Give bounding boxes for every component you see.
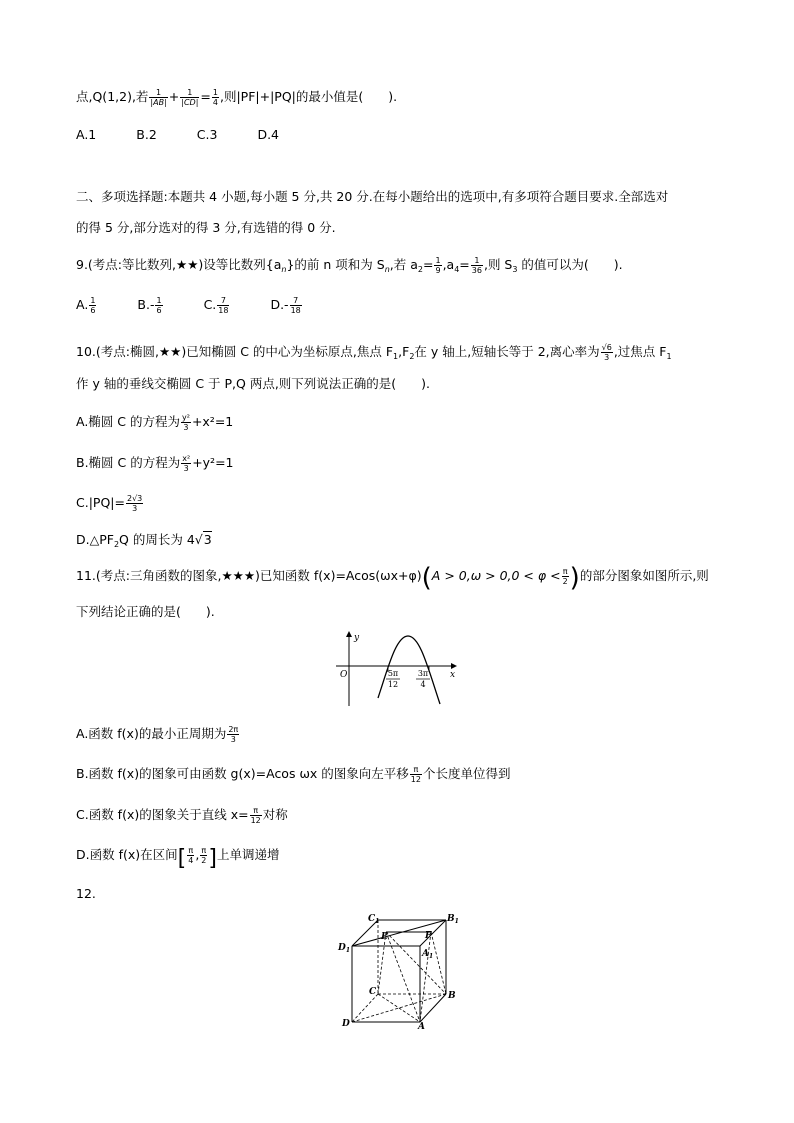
label-a: A — [418, 1022, 425, 1030]
q8-option-a[interactable]: A.1 — [76, 127, 97, 142]
tick-5pi-12-den: 12 — [387, 680, 399, 689]
y-axis-label: y — [354, 633, 360, 643]
q10-option-a[interactable]: A.椭圆 C 的方程为 $\frac{\text{y²}}{3}$ +x²=1 — [76, 413, 234, 432]
tick-5pi-12-num: 5π — [387, 669, 399, 678]
q9-option-a[interactable]: A. $\frac{1}{6}$ — [76, 296, 96, 315]
label-c: C — [369, 987, 377, 997]
q10-stem-line2: 作 y 轴的垂线交椭圆 C 于 P,Q 两点,则下列说法正确的是( ). — [76, 376, 431, 391]
section2-line1: 二、多项选择题:本题共 4 小题,每小题 5 分,共 20 分.在每小题给出的选项中,有多项符合题目要求.全部选对 — [76, 189, 669, 204]
q8-options — [76, 126, 309, 144]
x-axis-label: x — [450, 670, 456, 680]
q11-option-a[interactable]: A.函数 f(x)的最小正周期为 $\frac{2\pi}{3}$ — [76, 725, 239, 744]
cosine-graph — [330, 628, 470, 710]
q9-option-d[interactable]: D.- $\frac{7}{18}$ — [270, 296, 301, 315]
fraction: $\frac{1}{|AB|}$ — [150, 88, 167, 107]
label-c1: $C_1$ — [368, 914, 380, 925]
q8-option-c[interactable]: C.3 — [196, 127, 218, 142]
q11-option-c[interactable]: C.函数 f(x)的图象关于直线 x= $\frac{\pi}{12}$ 对称 — [76, 806, 288, 825]
q8-stem-end: 点,Q(1,2),若 $\frac{1}{|AB|}$ + $\frac{1}{|CD|}$ = $\frac{1}{4}$ ,则|PF|+|PQ|的最小值是( ). — [76, 88, 398, 107]
q11-stem-line2: 下列结论正确的是( ). — [76, 604, 215, 619]
fraction: $\frac{1}{9}$ — [435, 256, 441, 275]
q10-option-d[interactable]: $D.\triangle PF_2Q$ 的周长为 4√3 — [76, 532, 212, 549]
origin-label: O — [340, 670, 348, 680]
tick-3pi-4-den: 4 — [420, 680, 426, 689]
tick-3pi-4-num: 3π — [417, 669, 429, 678]
section2-line2: 的得 5 分,部分选对的得 3 分,有选错的得 0 分. — [76, 220, 336, 235]
q12-number: 12. — [76, 886, 96, 901]
label-d1: $D_1$ — [338, 943, 350, 954]
cube-diagram — [334, 908, 464, 1030]
q8-option-b[interactable]: B.2 — [136, 127, 157, 142]
q10-stem-line1: 10.(考点:椭圆,★★)已知椭圆 C 的中心为坐标原点,焦点 $F_1,F_2$在 y 轴上,短轴长等于 2,离心率为 $\frac{√6}{3}$ ,过焦点 $F_1$ — [76, 343, 672, 362]
q11-option-b[interactable]: B.函数 f(x)的图象可由函数 g(x)=Acos ωx 的图象向左平移 $\frac{\pi}{12}$ 个长度单位得到 — [76, 765, 511, 784]
q11-stem-line1: 11.(考点:三角函数的图象,★★★)已知函数 f(x)=Acos(ωx+φ)(A > 0,ω > 0,0 < φ < $\frac{\pi}{2}$ )的部分图象如图所示,则 — [76, 563, 709, 593]
q11-option-d[interactable]: D.函数 f(x)在区间[ $\frac{\pi}{4}$ , $\frac{\pi}{2}$ ]上单调递增 — [76, 846, 280, 871]
fraction: $\frac{1}{36}$ — [471, 256, 482, 275]
fraction: $\frac{1}{|CD|}$ — [181, 88, 199, 107]
q9-option-b[interactable]: B.- $\frac{1}{6}$ — [137, 296, 162, 315]
fraction: $\frac{1}{4}$ — [212, 88, 218, 107]
q10-option-b[interactable]: B.椭圆 C 的方程为 $\frac{\text{x²}}{3}$ +y²=1 — [76, 454, 234, 473]
q9-stem: 9.(考点:等比数列,★★)设等比数列$\{a_n\}$的前 n 项和为 $S_n$,若 $a_2=$ $\frac{1}{9}$ $,a_4=$ $\frac{1}{36}$ ,则 $S_3$ 的值可以为( ). — [76, 256, 623, 275]
label-f: F — [425, 931, 432, 941]
q8-option-d[interactable]: D.4 — [257, 127, 279, 142]
label-e: E — [381, 932, 388, 942]
q10-option-c[interactable]: C.|PQ|= $\frac{2√3}{3}$ — [76, 494, 143, 513]
q9-option-c[interactable]: C. $\frac{7}{18}$ — [203, 296, 229, 315]
label-d: D — [342, 1019, 350, 1029]
label-a1: $A_1$ — [422, 949, 434, 960]
label-b: B — [448, 991, 456, 1001]
q9-options — [76, 296, 333, 315]
label-b1: $B_1$ — [447, 914, 459, 925]
